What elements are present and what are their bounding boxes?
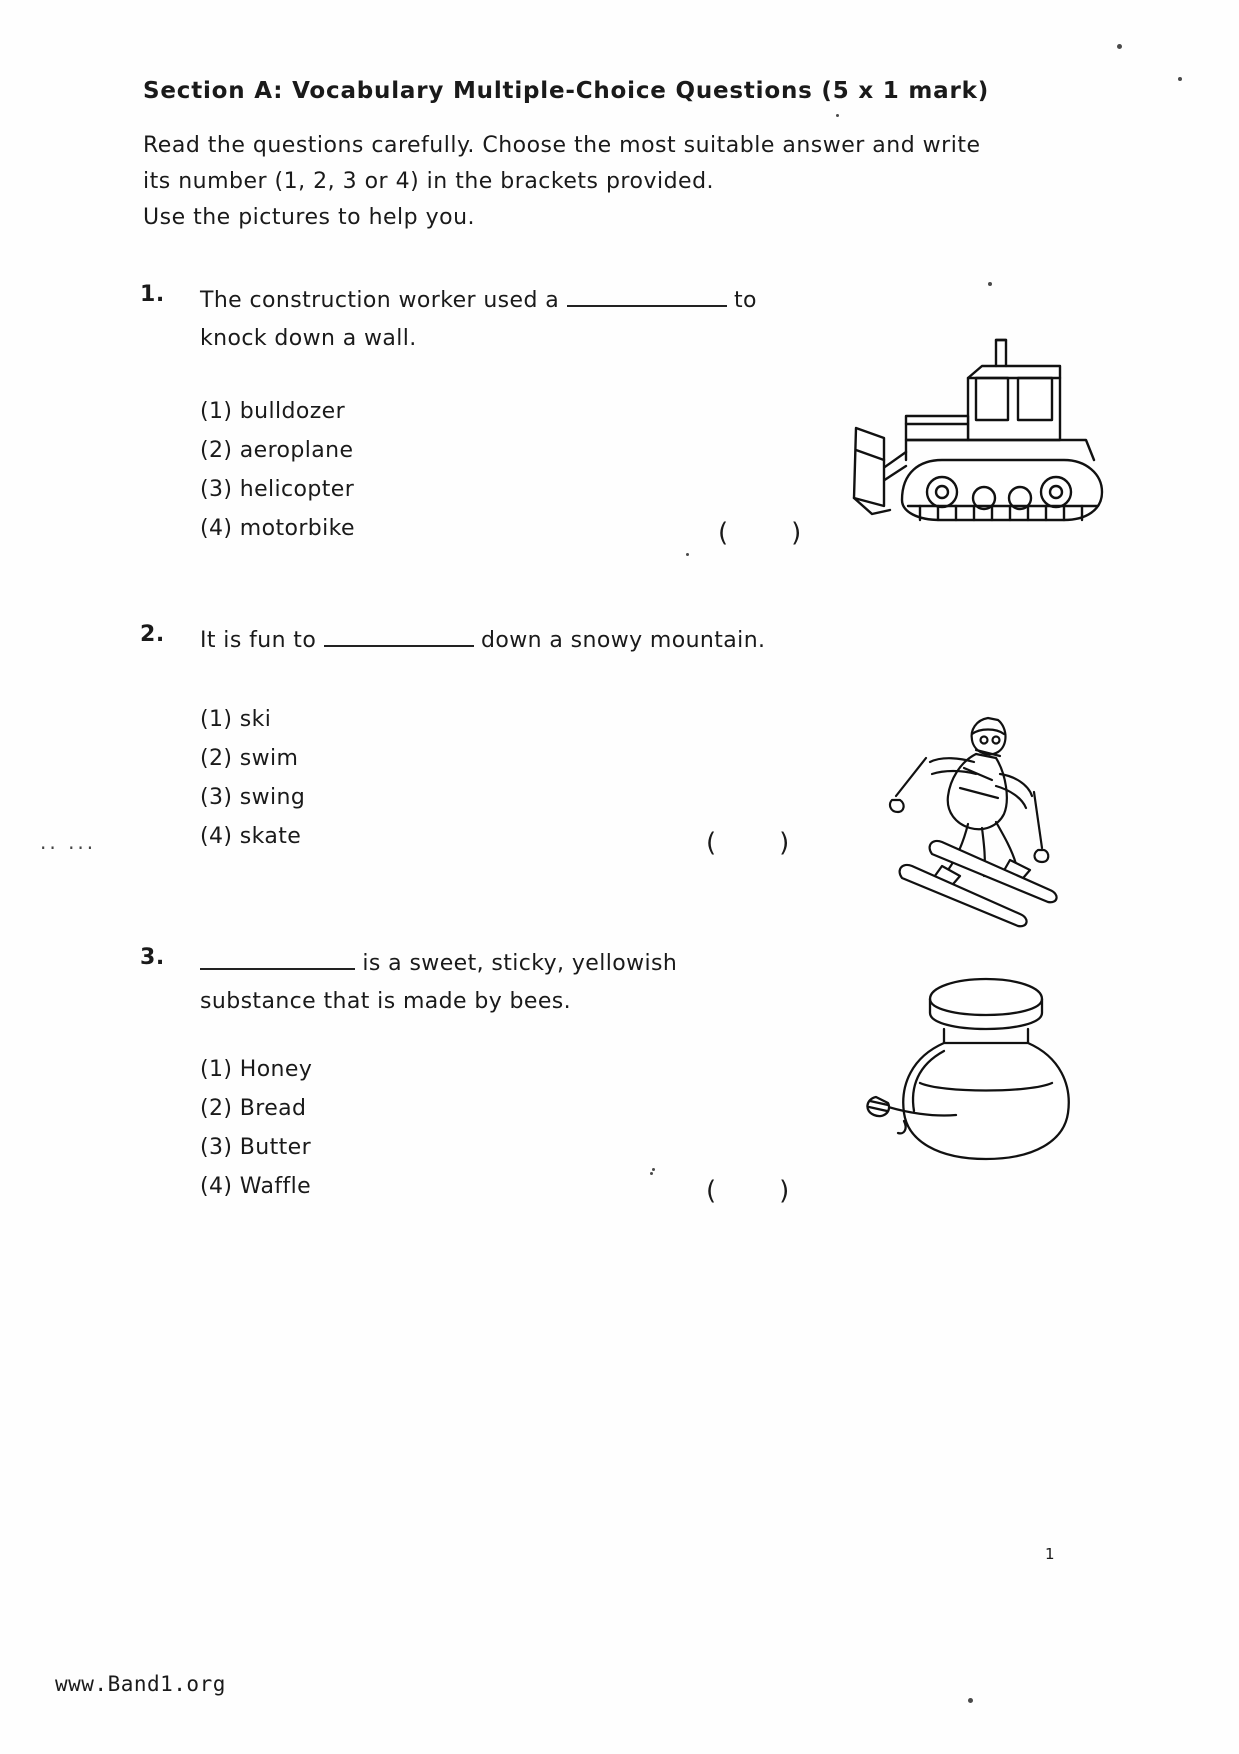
scan-speck [1178, 77, 1182, 81]
answer-blank[interactable] [567, 285, 727, 307]
question-stem [200, 622, 900, 660]
instruction-line-2: its number (1, 2, 3 or 4) in the brackets provided. [143, 169, 715, 194]
answer-bracket[interactable] [706, 1176, 790, 1206]
instruction-line-3: Use the pictures to help you. [143, 205, 476, 230]
answer-blank[interactable] [200, 948, 355, 970]
bracket-open: ( [706, 1176, 718, 1206]
bracket-open: ( [718, 518, 730, 548]
question-number: 3. [140, 945, 165, 970]
question-number: 1. [140, 282, 165, 307]
bracket-close: ) [779, 1176, 791, 1206]
honey-jar-illustration [860, 965, 1090, 1185]
question-stem [200, 945, 820, 1021]
option-1[interactable]: (1) ski [200, 707, 272, 732]
option-3[interactable]: (3) helicopter [200, 477, 355, 502]
bracket-close: ) [779, 828, 791, 858]
stem-text-part-2: down a snowy mountain. [481, 628, 766, 653]
scan-speck [836, 114, 839, 117]
scan-speck [652, 1168, 655, 1171]
instructions-block [143, 128, 1083, 236]
option-4[interactable]: (4) Waffle [200, 1174, 312, 1199]
bracket-open: ( [706, 828, 718, 858]
stem-text-line-2: knock down a wall. [200, 326, 417, 351]
question-number: 2. [140, 622, 165, 647]
option-list [200, 392, 355, 548]
stem-text-part-2: is a sweet, sticky, yellowish [362, 951, 678, 976]
page-number: 1 [1045, 1545, 1055, 1563]
option-list [200, 700, 305, 856]
scan-margin-marks: .. ... [40, 830, 97, 854]
option-3[interactable]: (3) Butter [200, 1135, 312, 1160]
bracket-close: ) [791, 518, 803, 548]
stem-text-line-2: substance that is made by bees. [200, 989, 572, 1014]
option-4[interactable]: (4) skate [200, 824, 302, 849]
footer-url: www.Band1.org [55, 1672, 226, 1696]
bulldozer-illustration [850, 320, 1180, 540]
scan-speck [650, 1172, 653, 1175]
question-stem [200, 282, 840, 358]
stem-text-part-1: The construction worker used a [200, 288, 560, 313]
option-2[interactable]: (2) swim [200, 746, 299, 771]
stem-text-part-1: It is fun to [200, 628, 317, 653]
answer-bracket[interactable] [718, 518, 802, 548]
answer-bracket[interactable] [706, 828, 790, 858]
instruction-line-1: Read the questions carefully. Choose the most suitable answer and write [143, 133, 981, 158]
option-1[interactable]: (1) bulldozer [200, 399, 346, 424]
option-3[interactable]: (3) swing [200, 785, 306, 810]
option-list [200, 1050, 312, 1206]
scan-speck [968, 1698, 973, 1703]
skier-illustration [880, 700, 1070, 940]
option-1[interactable]: (1) Honey [200, 1057, 313, 1082]
scan-speck [1117, 44, 1122, 49]
option-4[interactable]: (4) motorbike [200, 516, 355, 541]
scan-speck [988, 282, 992, 286]
option-2[interactable]: (2) Bread [200, 1096, 307, 1121]
page-title: Section A: Vocabulary Multiple-Choice Questions (5 x 1 mark) [143, 78, 990, 104]
scan-speck [686, 553, 689, 556]
answer-blank[interactable] [324, 625, 474, 647]
stem-text-part-2: to [733, 288, 757, 313]
option-2[interactable]: (2) aeroplane [200, 438, 354, 463]
